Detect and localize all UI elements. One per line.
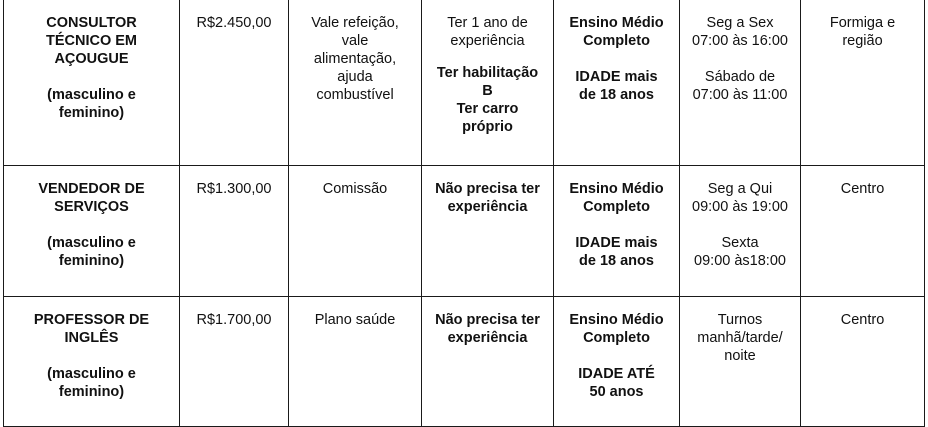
job-title-cell bbox=[4, 166, 180, 297]
location-line: Centro bbox=[840, 312, 885, 328]
job-title-line: INGLÊS bbox=[64, 330, 119, 346]
job-title-line: PROFESSOR DE bbox=[33, 312, 150, 328]
job-listings-table bbox=[3, 0, 925, 427]
job-title-line: CONSULTOR bbox=[46, 15, 137, 31]
schedule-cell bbox=[680, 166, 801, 297]
job-title-line: SERVIÇOS bbox=[54, 199, 129, 215]
schedule-cell bbox=[680, 0, 801, 166]
experience-cell bbox=[422, 166, 554, 297]
schedule-line: Turnos bbox=[717, 312, 763, 328]
benefit-line: alimentação, bbox=[313, 51, 397, 67]
schedule-line: 07:00 às 11:00 bbox=[692, 87, 788, 103]
location-cell bbox=[801, 0, 925, 166]
education-line: Ensino Médio bbox=[569, 181, 664, 197]
requirement-line: próprio bbox=[462, 119, 513, 135]
job-title-cell bbox=[4, 297, 180, 427]
age-line: de 18 anos bbox=[579, 87, 654, 103]
education-cell bbox=[554, 166, 680, 297]
job-title-line: TÉCNICO EM bbox=[45, 33, 138, 49]
benefit-line: ajuda bbox=[337, 69, 373, 85]
experience-line: experiência bbox=[447, 330, 528, 346]
schedule-line: 09:00 às 19:00 bbox=[692, 199, 788, 215]
gender-note-line: (masculino e bbox=[47, 235, 136, 251]
job-title-line: AÇOUGUE bbox=[54, 51, 129, 67]
schedule-line: Sábado de bbox=[704, 69, 776, 85]
requirement-line: Ter carro bbox=[456, 101, 519, 117]
location-line: Centro bbox=[840, 181, 885, 197]
salary-cell bbox=[180, 0, 289, 166]
schedule-line: manhã/tarde/ bbox=[697, 330, 783, 346]
education-line: Completo bbox=[583, 33, 650, 49]
experience-line: Não precisa ter bbox=[435, 181, 540, 197]
location-cell bbox=[801, 166, 925, 297]
benefit-line: vale bbox=[341, 33, 369, 49]
age-line: IDADE ATÉ bbox=[578, 366, 655, 382]
education-line: Ensino Médio bbox=[569, 312, 664, 328]
education-cell bbox=[554, 297, 680, 427]
benefits-cell bbox=[289, 0, 422, 166]
age-line: IDADE mais bbox=[575, 235, 658, 251]
education-line: Completo bbox=[583, 199, 650, 215]
benefits-cell bbox=[289, 297, 422, 427]
salary-cell bbox=[180, 297, 289, 427]
gender-note-line: (masculino e bbox=[47, 87, 136, 103]
schedule-line: 07:00 às 16:00 bbox=[692, 33, 788, 49]
table-row bbox=[4, 297, 925, 427]
schedule-line: 09:00 às18:00 bbox=[694, 253, 786, 269]
age-line: IDADE mais bbox=[575, 69, 658, 85]
experience-text: Ter 1 ano de experiência bbox=[447, 15, 528, 49]
benefit-line: Vale refeição, bbox=[311, 15, 399, 31]
age-line: de 18 anos bbox=[579, 253, 654, 269]
gender-note-line: (masculino e bbox=[47, 366, 136, 382]
job-title-line: VENDEDOR DE bbox=[38, 181, 145, 197]
location-line: região bbox=[842, 33, 883, 49]
schedule-line: Sexta bbox=[721, 235, 759, 251]
table-row bbox=[4, 0, 925, 166]
schedule-cell bbox=[680, 297, 801, 427]
salary-value: R$1.300,00 bbox=[196, 181, 272, 197]
benefit-line: Comissão bbox=[322, 181, 388, 197]
education-line: Ensino Médio bbox=[569, 15, 664, 31]
job-title-cell bbox=[4, 0, 180, 166]
education-line: Completo bbox=[583, 330, 650, 346]
requirement-line: Ter habilitação bbox=[436, 65, 539, 81]
experience-cell bbox=[422, 297, 554, 427]
location-line: Formiga e bbox=[829, 15, 896, 31]
schedule-line: noite bbox=[724, 348, 756, 364]
experience-line: Não precisa ter bbox=[435, 312, 540, 328]
experience-line: experiência bbox=[447, 199, 528, 215]
education-cell bbox=[554, 0, 680, 166]
location-cell bbox=[801, 297, 925, 427]
benefit-line: combustível bbox=[316, 87, 394, 103]
schedule-line: Seg a Sex bbox=[706, 15, 774, 31]
table-row bbox=[4, 166, 925, 297]
salary-cell bbox=[180, 166, 289, 297]
schedule-line: Seg a Qui bbox=[707, 181, 773, 197]
gender-note-line: feminino) bbox=[58, 253, 125, 269]
requirement-line: B bbox=[482, 83, 493, 99]
benefit-line: Plano saúde bbox=[314, 312, 396, 328]
gender-note-line: feminino) bbox=[58, 384, 125, 400]
gender-note-line: feminino) bbox=[58, 105, 125, 121]
age-line: 50 anos bbox=[589, 384, 644, 400]
salary-value: R$2.450,00 bbox=[196, 15, 272, 31]
benefits-cell bbox=[289, 166, 422, 297]
experience-cell bbox=[422, 0, 554, 166]
salary-value: R$1.700,00 bbox=[196, 312, 272, 328]
